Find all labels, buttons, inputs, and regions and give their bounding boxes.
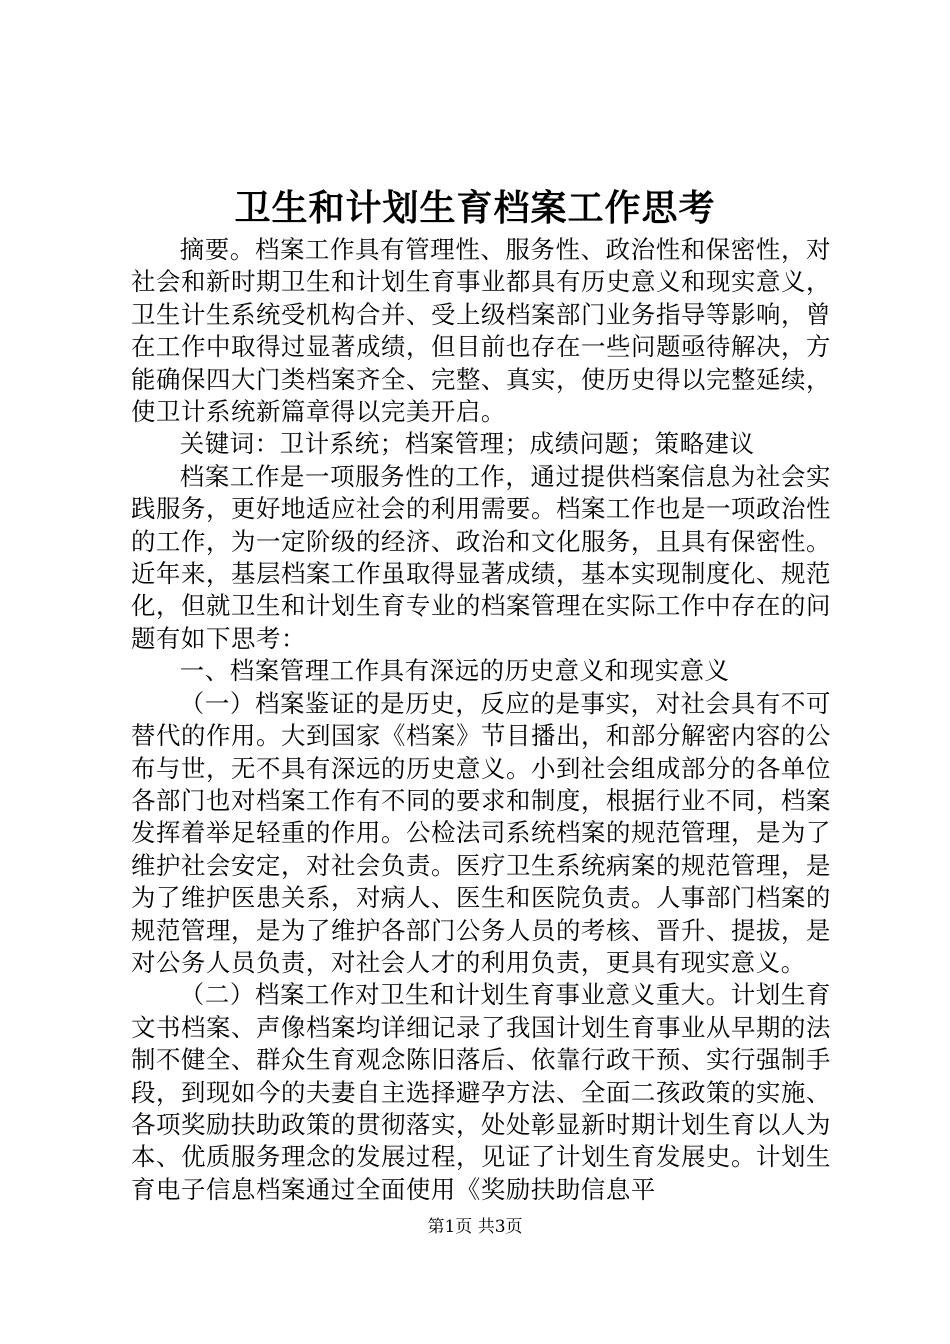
- body-paragraph: （二）档案工作对卫生和计划生育事业意义重大。计划生育文书档案、声像档案均详细记录了我国计划生育事业从早期的法制不健全、群众生育观念陈旧落后、依靠行政干预、实行强制手段，到现如今的夫妻自主选择避孕方法、全面二孩政策的实施、各项奖励扶助政策的贯彻落实，处处彰显新时期计划生育以人为本、优质服务理念的发展过程，见证了计划生育发展史。计划生育电子信息档案通过全面使用《奖励扶助信息平: [131, 980, 831, 1204]
- document-body: [131, 234, 831, 1206]
- body-paragraph: （一）档案鉴证的是历史，反应的是事实，对社会具有不可替代的作用。大到国家《档案》节目播出，和部分解密内容的公布与世，无不具有深远的历史意义。小到社会组成部分的各单位各部门也对档案工作有不同的要求和制度，根据行业不同，档案发挥着举足轻重的作用。公检法司系统档案的规范管理，是为了维护社会安定，对社会负责。医疗卫生系统病案的规范管理，是为了维护医患关系，对病人、医生和医院负责。人事部门档案的规范管理，是为了维护各部门公务人员的考核、晋升、提拔，是对公务人员负责，对社会人才的利用负责，更具有现实意义。: [131, 688, 831, 977]
- intro-paragraph: 档案工作是一项服务性的工作，通过提供档案信息为社会实践服务，更好地适应社会的利用需要。档案工作也是一项政治性的工作，为一定阶级的经济、政治和文化服务，且具有保密性。近年来，基层档案工作虽取得显著成绩，基本实现制度化、规范化，但就卫生和计划生育专业的档案管理在实际工作中存在的问题有如下思考：: [131, 461, 831, 653]
- document-title: 卫生和计划生育档案工作思考: [234, 187, 716, 229]
- keywords-paragraph: 关键词：卫计系统；档案管理；成绩问题；策略建议: [179, 429, 755, 459]
- page-footer: 第1页 共3页: [427, 1217, 523, 1237]
- section-heading: 一、档案管理工作具有深远的历史意义和现实意义: [179, 656, 730, 686]
- abstract-paragraph: 摘要。档案工作具有管理性、服务性、政治性和保密性，对社会和新时期卫生和计划生育事业都具有历史意义和现实意义，卫生计生系统受机构合并、受上级档案部门业务指导等影响，曾在工作中取得过显著成绩，但目前也存在一些问题亟待解决，方能确保四大门类档案齐全、完整、真实，使历史得以完整延续，使卫计系统新篇章得以完美开启。: [131, 235, 831, 427]
